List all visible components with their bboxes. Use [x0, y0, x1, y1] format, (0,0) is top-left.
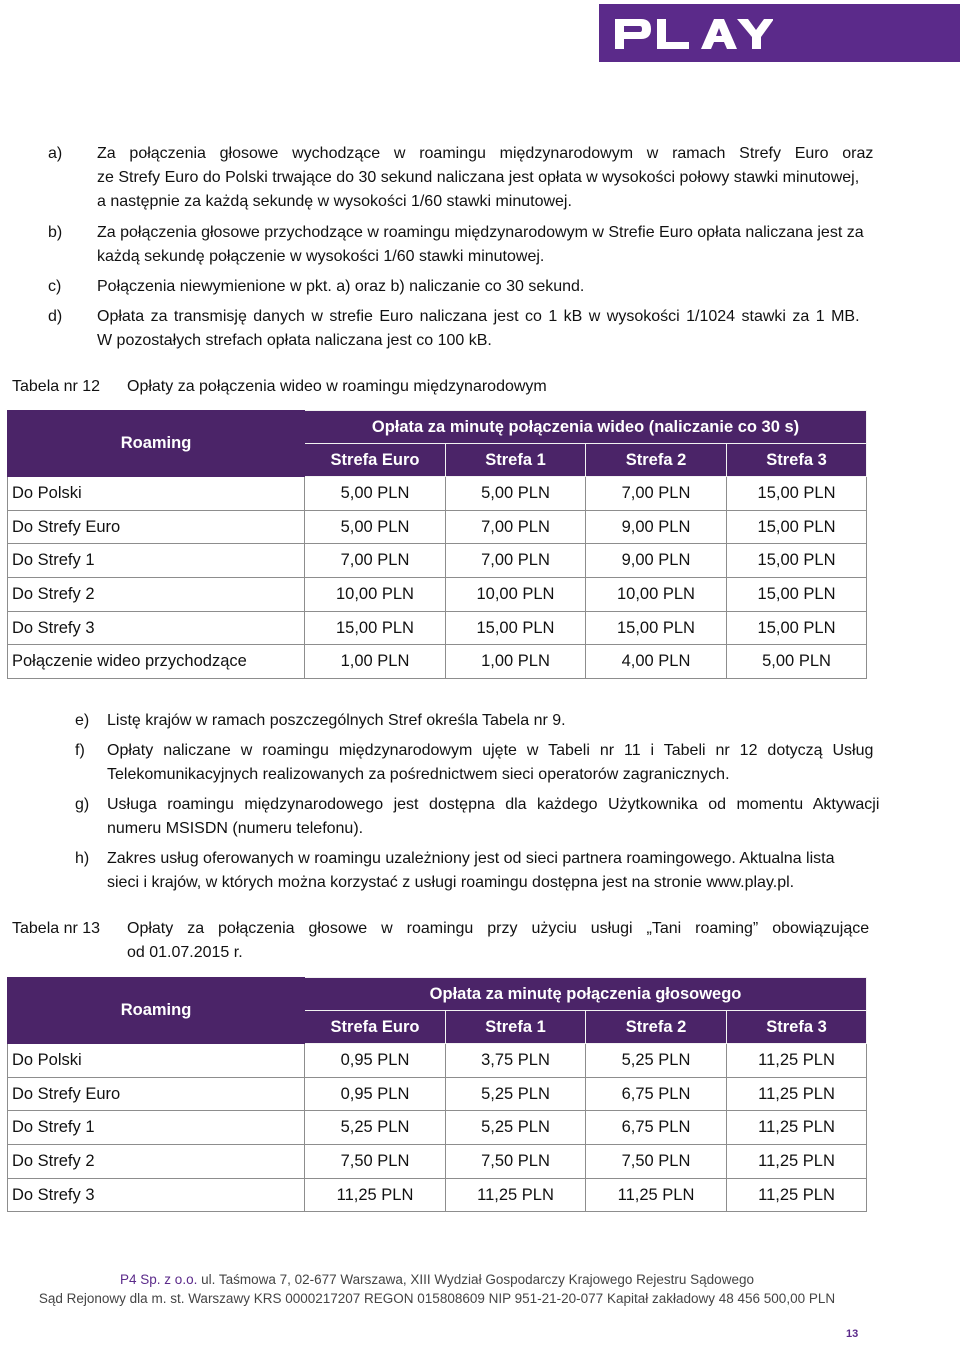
table-cell: 5,00 PLN [305, 477, 446, 511]
table-cell: 15,00 PLN [727, 544, 867, 578]
table-row [8, 477, 867, 511]
note-marker: f) [75, 742, 85, 759]
row-label: Do Strefy 1 [8, 1111, 305, 1145]
table-cell: 11,25 PLN [586, 1178, 727, 1212]
table-cell: 3,75 PLN [446, 1044, 586, 1078]
table-cell: 5,25 PLN [446, 1077, 586, 1111]
note-marker: d) [48, 308, 63, 325]
table12-col-header: Strefa 1 [446, 444, 586, 477]
table-cell: 4,00 PLN [586, 645, 727, 679]
table12-col-header: Strefa 2 [586, 444, 727, 477]
table-cell: 7,50 PLN [586, 1145, 727, 1179]
table13 [7, 977, 867, 1212]
table-row [8, 1077, 867, 1111]
table-row [8, 1145, 867, 1179]
table-cell: 5,25 PLN [586, 1044, 727, 1078]
table-cell: 15,00 PLN [446, 611, 586, 645]
play-logo-icon [613, 17, 773, 51]
table-cell: 5,00 PLN [305, 510, 446, 544]
table13-label: Tabela nr 13 [12, 920, 101, 937]
note-line: Połączenia niewymienione w pkt. a) oraz b) naliczanie co 30 sekund. [97, 278, 585, 295]
table-cell: 7,50 PLN [305, 1145, 446, 1179]
note-f [75, 739, 874, 787]
note-line: ze Strefy Euro do Polski trwające do 30 sekund naliczana jest opłata w wysokości połowy stawki minutowej, [97, 169, 860, 186]
note-line: numeru MSISDN (numeru telefonu). [107, 820, 364, 837]
footer-line-2: Sąd Rejonowy dla m. st. Warszawy KRS 0000217207 REGON 015808609 NIP 951-21-20-077 Kapitał zakładowy 48 456 500,00 PLN [38, 1291, 836, 1306]
table-cell: 1,00 PLN [305, 645, 446, 679]
table-cell: 11,25 PLN [727, 1044, 867, 1078]
table-cell: 6,75 PLN [586, 1111, 727, 1145]
table-cell: 15,00 PLN [727, 477, 867, 511]
table-cell: 5,25 PLN [446, 1111, 586, 1145]
note-line: Telekomunikacyjnych realizowanych za pośrednictwem sieci operatorów zagranicznych. [107, 766, 730, 783]
row-label: Do Strefy 2 [8, 1145, 305, 1179]
note-line: Opłaty naliczane w roamingu międzynarodowym ujęte w Tabeli nr 11 i Tabeli nr 12 dotyczą Usług [107, 742, 874, 759]
note-c [48, 275, 860, 299]
note-a [48, 142, 874, 214]
note-line: każdą sekundę połączenie w wysokości 1/60 stawki minutowej. [97, 248, 545, 265]
table-row [8, 510, 867, 544]
footer-company: P4 Sp. z o.o. [120, 1272, 198, 1287]
table13-col-header: Strefa 2 [586, 1011, 727, 1044]
table12-caption: Opłaty za połączenia wideo w roamingu międzynarodowym [127, 378, 547, 395]
note-marker: a) [48, 145, 63, 162]
table-row [8, 578, 867, 612]
table-cell: 7,00 PLN [446, 510, 586, 544]
table-row [8, 645, 867, 679]
note-line: Za połączenia głosowe wychodzące w roamingu międzynarodowym w ramach Strefy Euro oraz [97, 145, 874, 162]
row-label: Do Strefy Euro [8, 510, 305, 544]
note-line: Listę krajów w ramach poszczególnych Stref określa Tabela nr 9. [107, 712, 566, 729]
table-cell: 6,75 PLN [586, 1077, 727, 1111]
table-row [8, 1111, 867, 1145]
table-cell: 5,00 PLN [446, 477, 586, 511]
note-line: a następnie za każdą sekundę w wysokości 1/60 stawki minutowej. [97, 193, 572, 210]
caption-line: od 01.07.2015 r. [127, 944, 243, 961]
note-line: Za połączenia głosowe przychodzące w roamingu międzynarodowym w Strefie Euro opłata naliczana jest za [97, 224, 864, 241]
table-cell: 15,00 PLN [727, 510, 867, 544]
table-cell: 11,25 PLN [727, 1077, 867, 1111]
row-label: Do Strefy Euro [8, 1077, 305, 1111]
table-cell: 11,25 PLN [305, 1178, 446, 1212]
footer-line-1 [0, 1272, 874, 1287]
table-row [8, 1044, 867, 1078]
row-label: Do Polski [8, 477, 305, 511]
note-line: sieci i krajów, w których można korzystać z usługi roamingu dostępna jest na stronie www.play.pl. [107, 874, 795, 891]
table-cell: 0,95 PLN [305, 1077, 446, 1111]
table-cell: 11,25 PLN [727, 1111, 867, 1145]
note-marker: h) [75, 850, 90, 867]
table-cell: 7,00 PLN [305, 544, 446, 578]
table-row [8, 611, 867, 645]
table12-row-header: Roaming [8, 411, 305, 477]
table-cell: 10,00 PLN [305, 578, 446, 612]
note-b [48, 221, 864, 269]
table-cell: 15,00 PLN [727, 578, 867, 612]
note-e [75, 709, 860, 733]
row-label: Połączenie wideo przychodzące [8, 645, 305, 679]
table12-col-header: Strefa 3 [727, 444, 867, 477]
table-cell: 15,00 PLN [727, 611, 867, 645]
table-row [8, 544, 867, 578]
note-marker: e) [75, 712, 90, 729]
table12-col-header: Strefa Euro [305, 444, 446, 477]
row-label: Do Strefy 1 [8, 544, 305, 578]
table-cell: 9,00 PLN [586, 544, 727, 578]
table-cell: 7,00 PLN [446, 544, 586, 578]
table13-group-header: Opłata za minutę połączenia głosowego [305, 978, 867, 1011]
table-cell: 7,00 PLN [586, 477, 727, 511]
table-cell: 9,00 PLN [586, 510, 727, 544]
note-line: Opłata za transmisję danych w strefie Euro naliczana jest co 1 kB w wysokości 1/1024 stawki za 1 MB. [97, 308, 860, 325]
table13-col-header: Strefa Euro [305, 1011, 446, 1044]
table13-caption [127, 917, 869, 965]
table-cell: 10,00 PLN [446, 578, 586, 612]
table13-col-header: Strefa 3 [727, 1011, 867, 1044]
table12-group-header: Opłata za minutę połączenia wideo (naliczanie co 30 s) [305, 411, 867, 444]
page-number: 13 [846, 1328, 859, 1340]
table12-label: Tabela nr 12 [12, 378, 101, 395]
table-cell: 11,25 PLN [446, 1178, 586, 1212]
note-marker: g) [75, 796, 90, 813]
table-cell: 11,25 PLN [727, 1145, 867, 1179]
row-label: Do Polski [8, 1044, 305, 1078]
play-logo [599, 4, 960, 62]
table-row [8, 1178, 867, 1212]
table-cell: 11,25 PLN [727, 1178, 867, 1212]
note-marker: c) [48, 278, 62, 295]
table-cell: 5,00 PLN [727, 645, 867, 679]
row-label: Do Strefy 2 [8, 578, 305, 612]
caption-line: Opłaty za połączenia głosowe w roamingu przy użyciu usługi „Tani roaming” obowiązujące [127, 920, 870, 937]
table-cell: 10,00 PLN [586, 578, 727, 612]
note-line: Zakres usług oferowanych w roamingu uzależniony jest od sieci partnera roamingowego. Aktualna lista [107, 850, 835, 867]
row-label: Do Strefy 3 [8, 1178, 305, 1212]
table12 [7, 410, 867, 679]
note-marker: b) [48, 224, 63, 241]
table13-row-header: Roaming [8, 978, 305, 1044]
note-d [48, 305, 860, 353]
table-cell: 1,00 PLN [446, 645, 586, 679]
note-g [75, 793, 880, 841]
table-cell: 15,00 PLN [586, 611, 727, 645]
note-line: W pozostałych strefach opłata naliczana jest co 100 kB. [97, 332, 492, 349]
note-h [75, 847, 860, 895]
table-cell: 0,95 PLN [305, 1044, 446, 1078]
footer-address: ul. Taśmowa 7, 02-677 Warszawa, XIII Wydział Gospodarczy Krajowego Rejestru Sądowego [197, 1272, 754, 1287]
table-cell: 15,00 PLN [305, 611, 446, 645]
note-line: Usługa roamingu międzynarodowego jest dostępna dla każdego Użytkownika od momentu Aktywacji [107, 796, 880, 813]
table-cell: 5,25 PLN [305, 1111, 446, 1145]
table13-col-header: Strefa 1 [446, 1011, 586, 1044]
table-cell: 7,50 PLN [446, 1145, 586, 1179]
row-label: Do Strefy 3 [8, 611, 305, 645]
